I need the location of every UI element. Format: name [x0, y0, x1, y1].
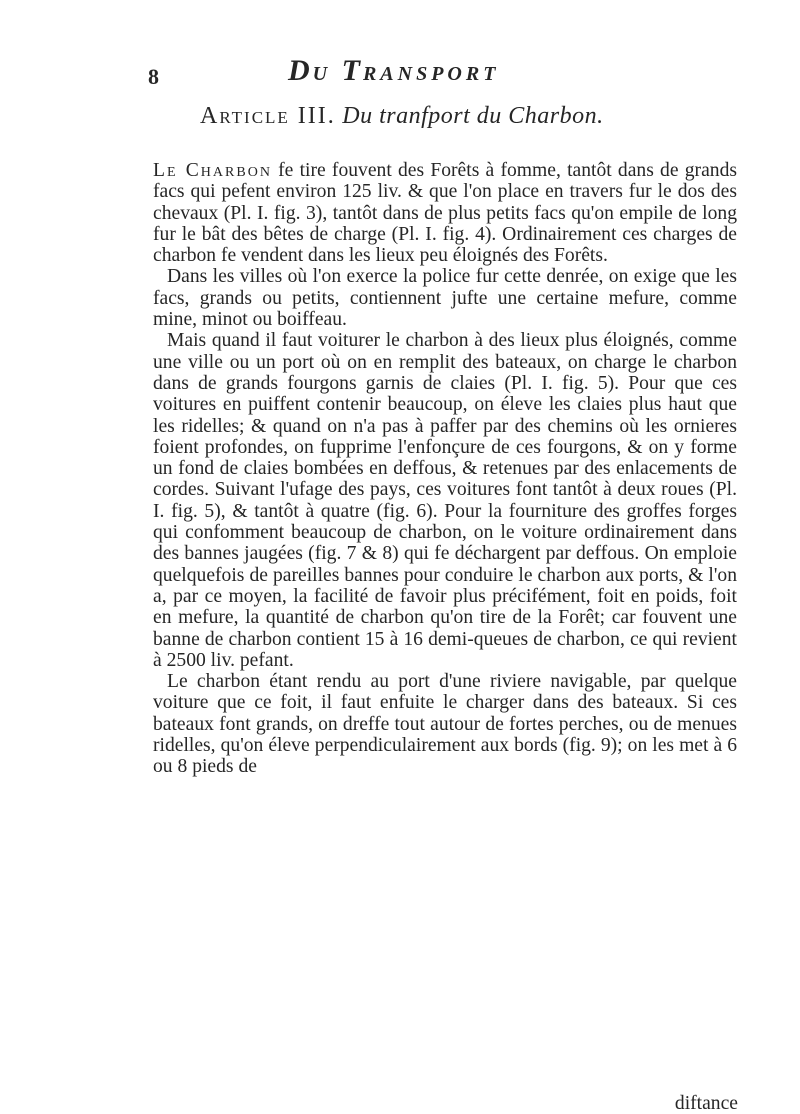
body-text [153, 160, 737, 778]
article-label: Article III. [200, 103, 336, 129]
running-title-initial: D [288, 54, 313, 87]
running-title-small-caps-2: RANSPORT [362, 63, 500, 85]
article-subject: Du tranfport du Charbon. [342, 103, 604, 129]
running-title-initial-2: T [331, 54, 363, 87]
paragraph-2: Dans les villes où l'on exerce la police fur cette denrée, on exige que les facs, grands ou petits, contiennent jufte une certaine mefure, comme mine, minot ou boiffeau. [153, 266, 737, 331]
page-number: 8 [148, 64, 160, 89]
lead-word: Le Charbon [153, 160, 272, 181]
running-head [148, 52, 748, 92]
paragraph-1-text: fe tire fouvent des Forêts à fomme, tantôt dans de grands facs qui pefent environ 125 liv. & que l'on place en travers fur le dos des chevaux (Pl. I. fig. 3), tantôt dans de plus petits facs qu'on empile de long fur le bât des bêtes de charge (Pl. I. fig. 4). Ordinairement ces charges de charbon fe vendent dans les lieux peu éloignés des Forêts. [153, 160, 737, 267]
article-heading [200, 103, 604, 130]
paragraph-1 [153, 160, 737, 266]
catchword: diftance [674, 1093, 738, 1114]
running-title-small-caps: U [312, 63, 332, 85]
paragraph-4: Le charbon étant rendu au port d'une riviere navigable, par quelque voiture que ce foit, il faut enfuite le charger dans des bateaux. Si ces bateaux font grands, on dreffe tout autour de fortes perches, ou de menues ridelles, qu'on éleve perpendiculairement aux bords (fig. 9); on les met à 6 ou 8 pieds de [153, 671, 737, 778]
paragraph-3: Mais quand il faut voiturer le charbon à des lieux plus éloignés, comme une ville ou un port où on en remplit des bateaux, on charge le charbon dans de grands fourgons garnis de claies (Pl. I. fig. 5). Pour que ces voitures en puiffent contenir beaucoup, on éleve les claies plus haut que les ridelles; & quand on n'a pas à paffer par des chemins où les ornieres foient profondes, on fupprime l'enfonçure de ces fourgons, & on y forme un fond de claies bombées en deffous, & retenues par des enlacements de cordes. Suivant l'ufage des pays, ces voitures font tantôt à deux roues (Pl. I. fig. 5), & tantôt à quatre (fig. 6). Pour la fourniture des groffes forges qui confomment beaucoup de charbon, on le voiture ordinairement dans des bannes jaugées (fig. 7 & 8) qui fe déchargent par deffous. On emploie quelquefois de pareilles bannes pour conduire le charbon aux ports, & l'on a, par ce moyen, la facilité de favoir plus précifément, foit en poids, foit en mefure, la quantité de charbon qu'on tire de la Forêt; car fouvent une banne de charbon contient 15 à 16 demi-queues de charbon, ce qui revient à 2500 liv. pefant. [153, 330, 737, 671]
running-title [288, 54, 499, 88]
